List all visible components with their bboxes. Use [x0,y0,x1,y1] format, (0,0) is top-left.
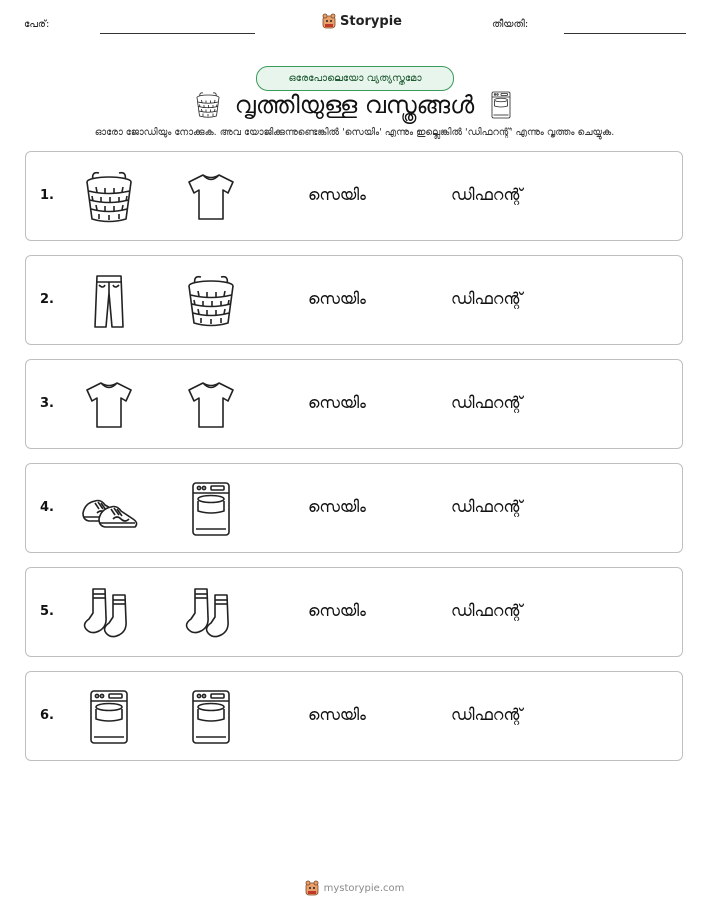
basket-icon [193,90,223,120]
tshirt-icon [79,375,139,435]
same-option[interactable]: സെയിം [308,289,366,308]
question-row [25,151,683,241]
brand-name: Storypie [340,13,402,29]
different-option[interactable]: ഡിഫറന്റ് [451,601,523,620]
same-option[interactable]: സെയിം [308,185,366,204]
same-option[interactable]: സെയിം [308,705,366,724]
different-option[interactable]: ഡിഫറന്റ് [451,393,523,412]
row-number: 2. [40,292,54,307]
basket-icon [79,167,139,227]
different-option[interactable]: ഡിഫറന്റ് [451,185,523,204]
different-option[interactable]: ഡിഫറന്റ് [451,497,523,516]
date-field[interactable] [564,33,686,34]
different-option[interactable]: ഡിഫറന്റ് [451,289,523,308]
footer-url: mystorypie.com [323,882,405,894]
name-field[interactable] [100,33,255,34]
question-row [25,567,683,657]
washing-machine-icon [181,687,241,747]
footer [0,880,709,896]
same-option[interactable]: സെയിം [308,497,366,516]
topic-badge: ഒരേപോലെയോ വ്യത്യസ്തമോ [256,66,454,91]
storypie-mascot-icon [305,880,319,896]
same-option[interactable]: സെയിം [308,393,366,412]
row-number: 6. [40,708,54,723]
date-label: തീയതി: [492,19,529,30]
question-row [25,359,683,449]
brand-logo [322,13,402,29]
basket-icon [181,271,241,331]
name-label: പേര്: [24,19,50,30]
question-row [25,255,683,345]
row-number: 4. [40,500,54,515]
same-option[interactable]: സെയിം [308,601,366,620]
different-option[interactable]: ഡിഫറന്റ് [451,705,523,724]
storypie-mascot-icon [322,13,336,29]
page-title: വൃത്തിയുള്ള വസ്ത്രങ്ങൾ [234,91,475,119]
pants-icon [79,271,139,331]
question-row [25,463,683,553]
tshirt-icon [181,167,241,227]
instructions: ഓരോ ജോഡിയും നോക്കുക. അവ യോജിക്കുന്നുണ്ടെങ്കിൽ 'സെയിം' എന്നും ഇല്ലെങ്കിൽ 'ഡിഫറന്റ്' എന്നും വൃത്തം ചെയ്യുക. [94,127,615,138]
row-number: 5. [40,604,54,619]
socks-icon [79,583,139,643]
washing-machine-icon [486,90,516,120]
socks-icon [181,583,241,643]
washing-machine-icon [79,687,139,747]
row-number: 1. [40,188,54,203]
title-row [0,90,709,120]
row-number: 3. [40,396,54,411]
shoes-icon [79,479,139,539]
tshirt-icon [181,375,241,435]
question-row [25,671,683,761]
washing-machine-icon [181,479,241,539]
